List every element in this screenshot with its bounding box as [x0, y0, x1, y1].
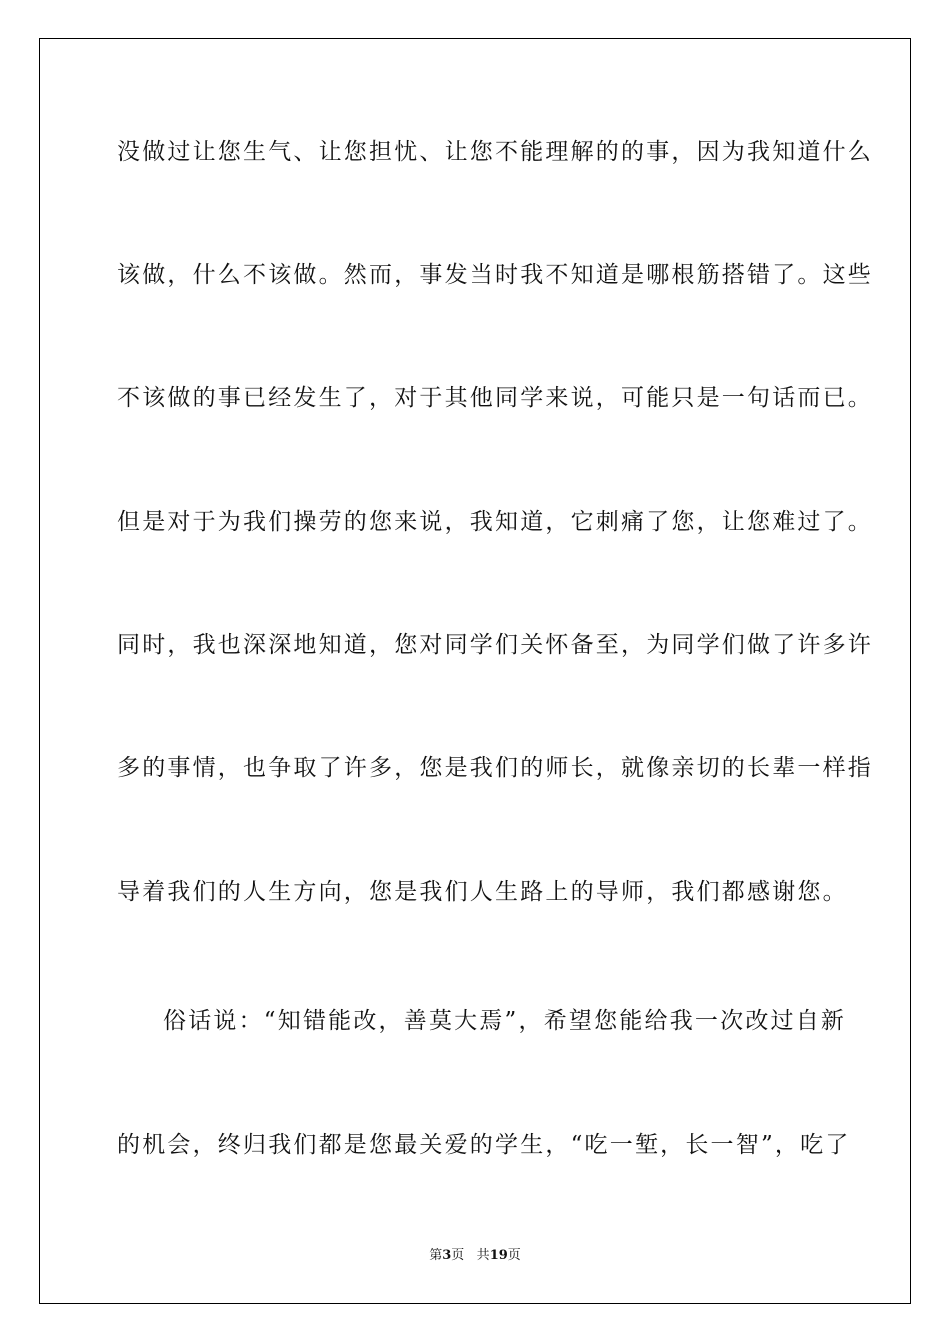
footer-page-number: 3 [442, 1248, 452, 1263]
footer-total-suffix: 页 [507, 1248, 521, 1263]
footer-page-prefix: 第 [429, 1248, 443, 1263]
body-line-9: 的机会，终归我们都是您最关爱的学生，“吃一堑，长一智”，吃了 [117, 1132, 851, 1158]
page-border [39, 38, 911, 1304]
body-line-4: 但是对于为我们操劳的您来说，我知道，它刺痛了您，让您难过了。 [117, 509, 873, 535]
body-line-8-paragraph-start: 俗话说：“知错能改，善莫大焉”，希望您能给我一次改过自新 [163, 1008, 847, 1034]
body-line-1: 没做过让您生气、让您担忧、让您不能理解的的事，因为我知道什么 [117, 139, 873, 165]
body-line-5: 同时，我也深深地知道，您对同学们关怀备至，为同学们做了许多许 [117, 632, 873, 658]
footer-total-pages: 19 [489, 1248, 508, 1263]
footer-total-prefix: 共 [476, 1248, 490, 1263]
page-footer [0, 1247, 950, 1265]
body-line-3: 不该做的事已经发生了，对于其他同学来说，可能只是一句话而已。 [117, 385, 873, 411]
body-line-2: 该做，什么不该做。然而，事发当时我不知道是哪根筋搭错了。这些 [117, 262, 873, 288]
body-line-7: 导着我们的人生方向，您是我们人生路上的导师，我们都感谢您。 [117, 879, 848, 905]
footer-page-suffix: 页 [451, 1248, 465, 1263]
body-line-6: 多的事情，也争取了许多，您是我们的师长，就像亲切的长辈一样指 [117, 755, 873, 781]
